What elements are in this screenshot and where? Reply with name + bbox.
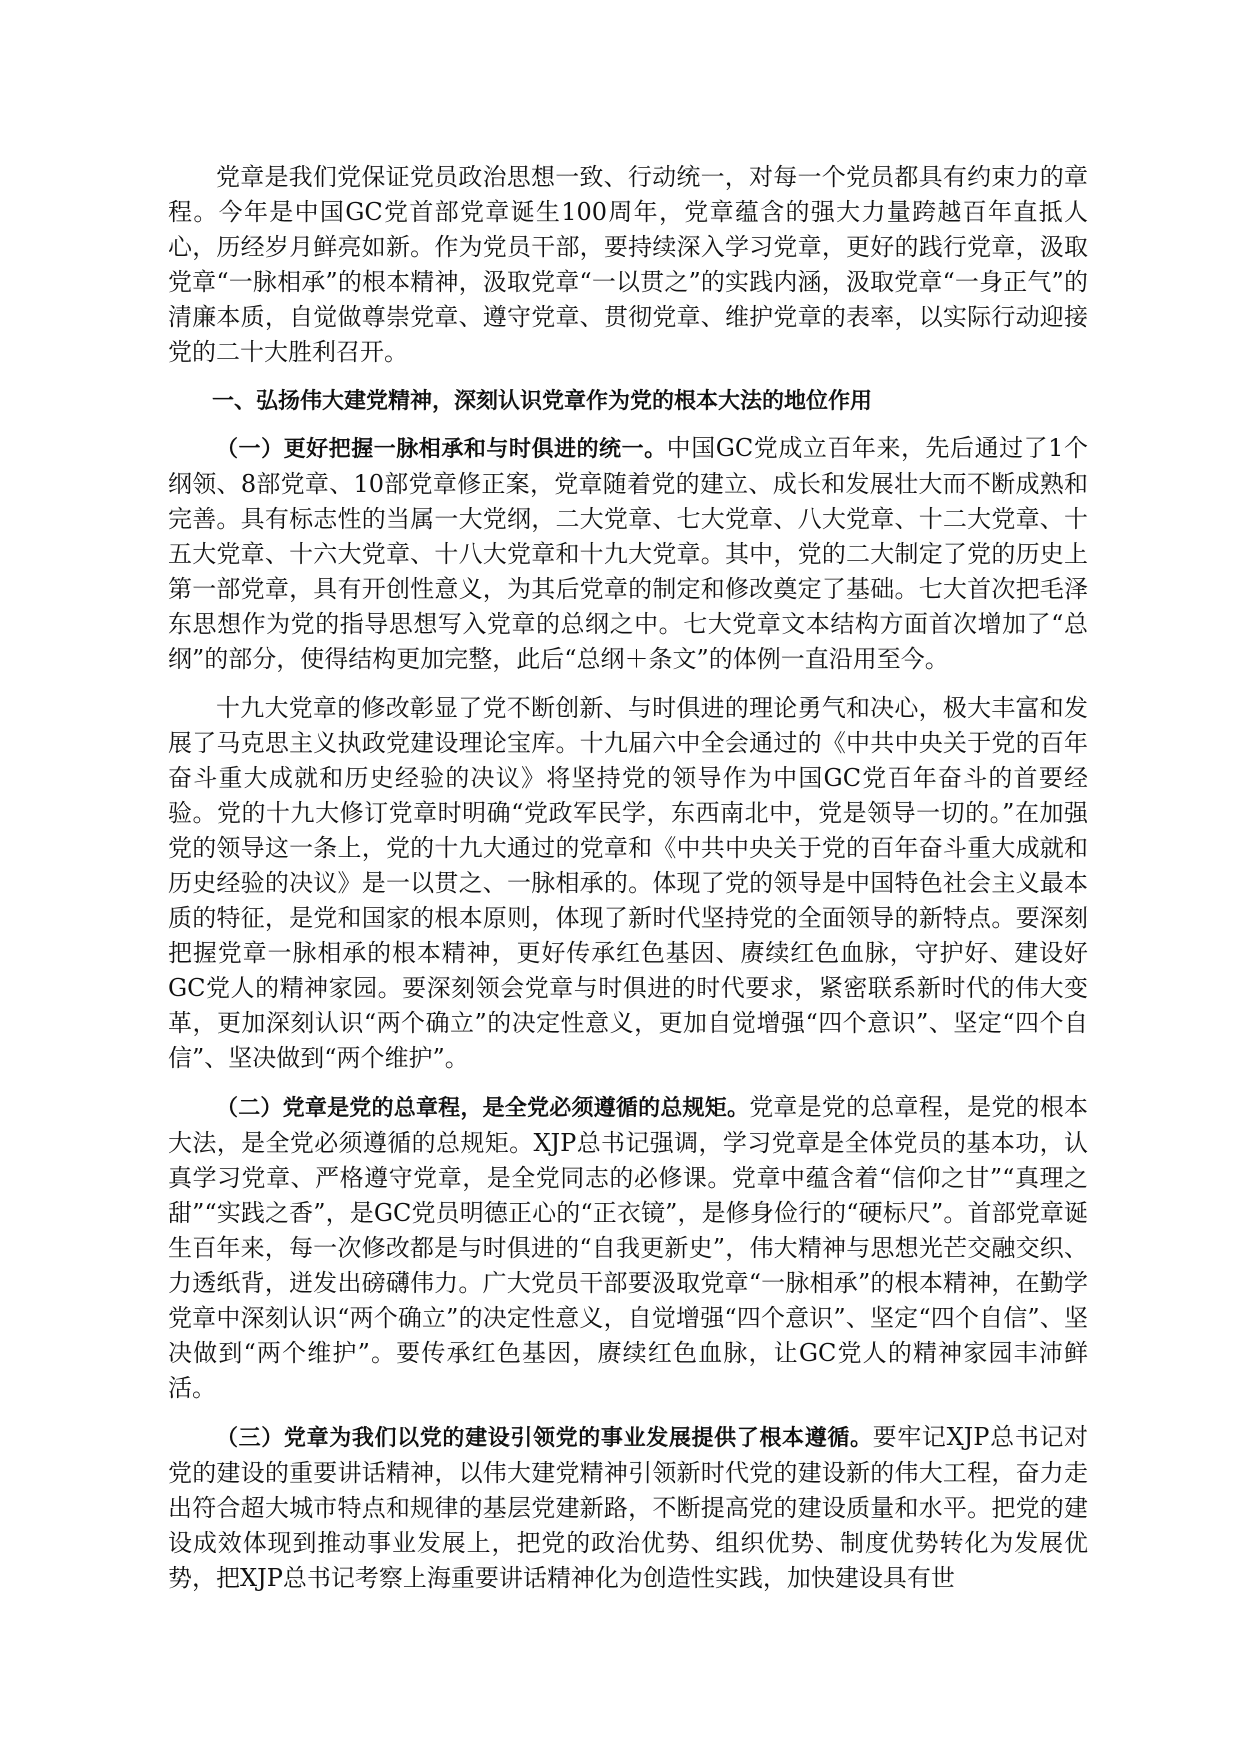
- subsection-2-heading: （二）党章是党的总章程，是全党必须遵循的总规矩。: [216, 1096, 750, 1121]
- intro-paragraph: 党章是我们党保证党员政治思想一致、行动统一，对每一个党员都具有约束力的章程。今年是中国GC党首部党章诞生100周年，党章蕴含的强大力量跨越百年直抵人心，历经岁月鲜亮如新。作为党员干部，要持续深入学习党章，更好的践行党章，汲取党章“一脉相承”的根本精神，汲取党章“一以贯之”的实践内涵，汲取党章“一身正气”的清廉本质，自觉做尊崇党章、遵守党章、贯彻党章、维护党章的表率，以实际行动迎接党的二十大胜利召开。: [168, 163, 1088, 366]
- subsection-3-paragraph: [168, 1420, 1088, 1596]
- subsection-2-paragraph: [168, 1090, 1088, 1406]
- document-page: [168, 160, 1088, 1610]
- subsection-3-body: 要牢记XJP总书记对党的建设的重要讲话精神，以伟大建党精神引领新时代党的建设新的伟大工程，奋力走出符合超大城市特点和规律的基层党建新路，不断提高党的建设质量和水平。把党的建设成效体现到推动事业发展上，把党的政治优势、组织优势、制度优势转化为发展优势，把XJP总书记考察上海重要讲话精神化为创造性实践，加快建设具有世: [168, 1423, 1088, 1592]
- subsection-1-heading: （一）更好把握一脉相承和与时俱进的统一。: [216, 437, 667, 462]
- subsection-2-body: 党章是党的总章程，是党的根本大法，是全党必须遵循的总规矩。XJP总书记强调，学习党章是全体党员的基本功，认真学习党章、严格遵守党章，是全党同志的必修课。党章中蕴含着“信仰之甘”“真理之甜”“实践之香”，是GC党员明德正心的“正衣镜”，是修身俭行的“硬标尺”。首部党章诞生百年来，每一次修改都是与时俱进的“自我更新史”，伟大精神与思想光芒交融交织、力透纸背，迸发出磅礴伟力。广大党员干部要汲取党章“一脉相承”的根本精神，在勤学党章中深刻认识“两个确立”的决定性意义，自觉增强“四个意识”、坚定“四个自信”、坚决做到“两个维护”。要传承红色基因，赓续红色血脉，让GC党人的精神家园丰沛鲜活。: [168, 1093, 1088, 1402]
- section-heading: 一、弘扬伟大建党精神，深刻认识党章作为党的根本大法的地位作用: [212, 389, 873, 414]
- subsection-1-paragraph: [168, 431, 1088, 677]
- subsection-1-body: 中国GC党成立百年来，先后通过了1个纲领、8部党章、10部党章修正案，党章随着党的建立、成长和发展壮大而不断成熟和完善。具有标志性的当属一大党纲，二大党章、七大党章、八大党章、十二大党章、十五大党章、十六大党章、十八大党章和十九大党章。其中，党的二大制定了党的历史上第一部党章，具有开创性意义，为其后党章的制定和修改奠定了基础。七大首次把毛泽东思想作为党的指导思想写入党章的总纲之中。七大党章文本结构方面首次增加了“总纲”的部分，使得结构更加完整，此后“总纲＋条文”的体例一直沿用至今。: [168, 434, 1088, 673]
- nineteenth-congress-paragraph: 十九大党章的修改彰显了党不断创新、与时俱进的理论勇气和决心，极大丰富和发展了马克思主义执政党建设理论宝库。十九届六中全会通过的《中共中央关于党的百年奋斗重大成就和历史经验的决议》将坚持党的领导作为中国GC党百年奋斗的首要经验。党的十九大修订党章时明确“党政军民学，东西南北中，党是领导一切的。”在加强党的领导这一条上，党的十九大通过的党章和《中共中央关于党的百年奋斗重大成就和历史经验的决议》是一以贯之、一脉相承的。体现了党的领导是中国特色社会主义最本质的特征，是党和国家的根本原则，体现了新时代坚持党的全面领导的新特点。要深刻把握党章一脉相承的根本精神，更好传承红色基因、赓续红色血脉，守护好、建设好GC党人的精神家园。要深刻领会党章与时俱进的时代要求，紧密联系新时代的伟大变革，更加深刻认识“两个确立”的决定性意义，更加自觉增强“四个意识”、坚定“四个自信”、坚决做到“两个维护”。: [168, 694, 1088, 1072]
- subsection-3-heading: （三）党章为我们以党的建设引领党的事业发展提供了根本遵循。: [216, 1426, 873, 1451]
